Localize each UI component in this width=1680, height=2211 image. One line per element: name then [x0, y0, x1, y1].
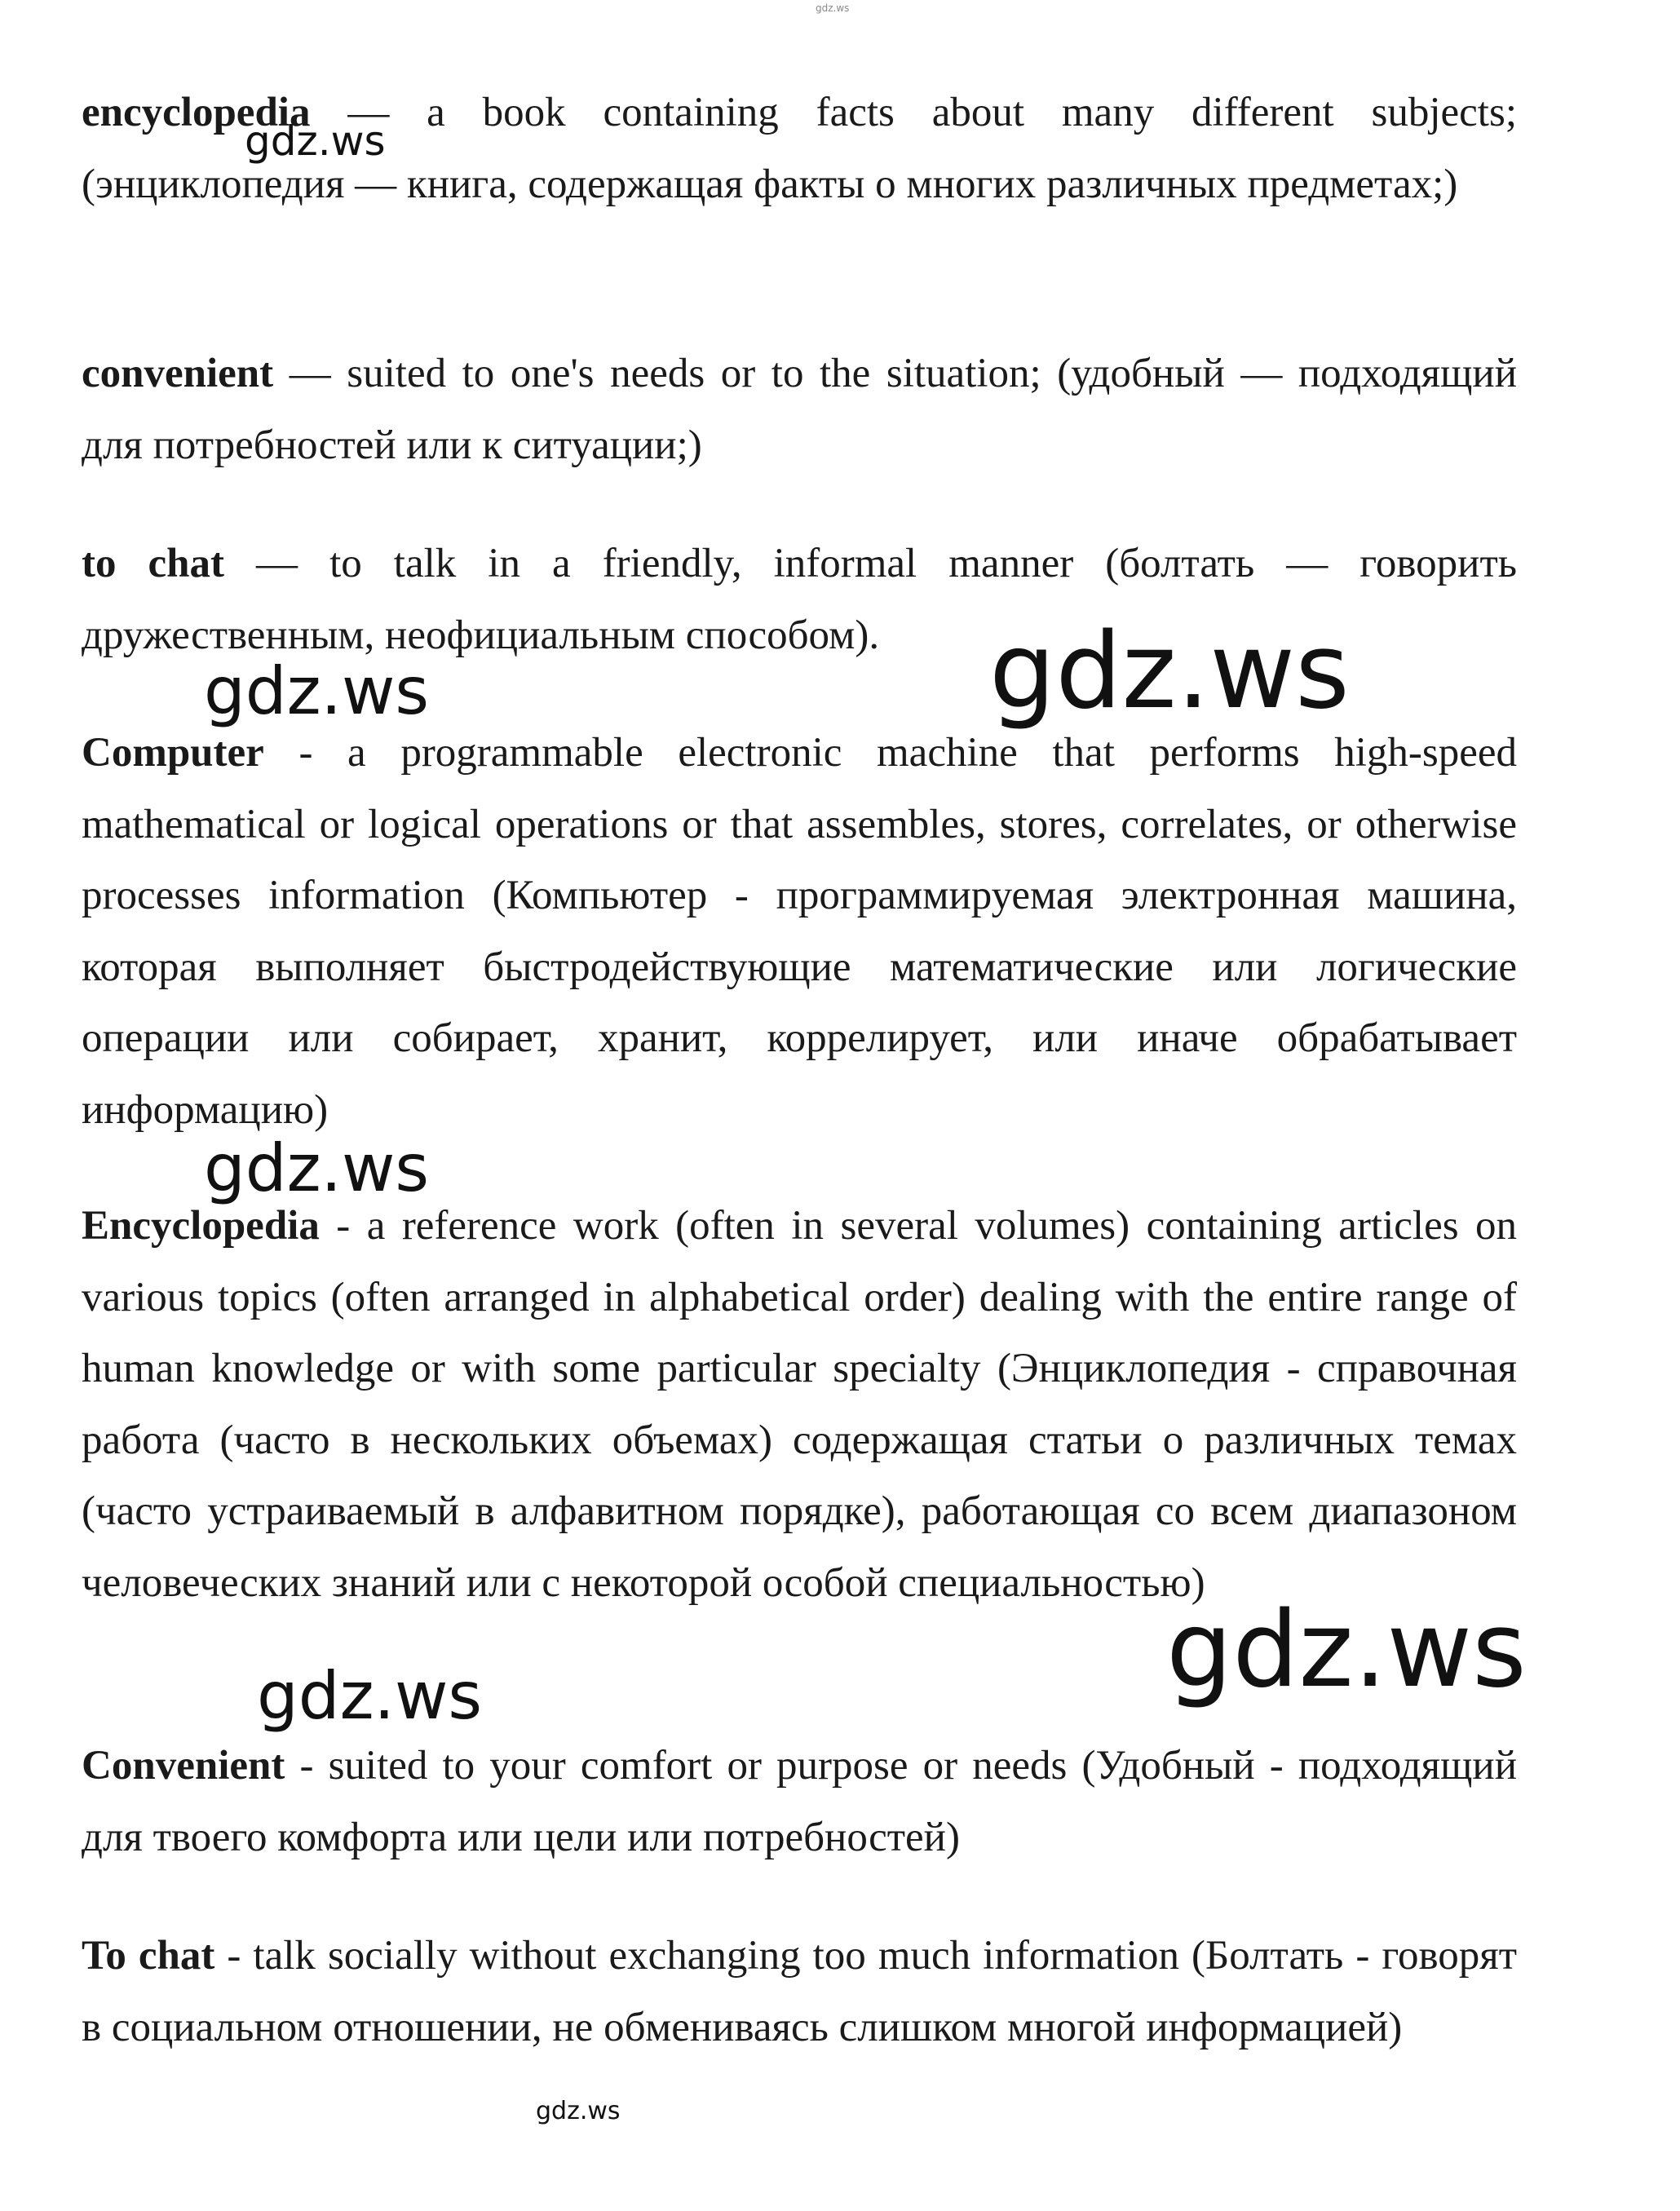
watermark: gdz.ws — [257, 1658, 483, 1734]
watermark: gdz.ws — [245, 117, 386, 165]
entry-term: Computer — [82, 730, 264, 776]
watermark-bottom-small: gdz.ws — [536, 2097, 621, 2125]
watermark: gdz.ws — [989, 611, 1350, 732]
entry-definition: - a reference work (often in several volumes) containing articles on various topics (often arranged in alphabetical order) dealing with the entire range of human knowledge or with some particular specialty (Энциклопедия - справочная работа (часто в нескольких объемах) содержащая статьи о различных темах (часто устраиваемый в алфавитном порядке), работающая со всем диапазоном человеческих знаний или с некоторой особой специальностью) — [82, 1203, 1517, 1606]
entry-definition: - talk socially without exchanging too much information (Болтать - говорят в социальном отношении, не обмениваясь слишком многой информацией) — [82, 1933, 1517, 2050]
glossary-entry-computer — [82, 718, 1517, 1146]
entry-term: Encyclopedia — [82, 1203, 320, 1249]
entry-definition: - a programmable electronic machine that performs high-speed mathematical or logical operations or that assembles, stores, correlates, or otherwise processes information (Компьютер - программируемая электронная машина, которая выполняет быстродействующие математические или логические операции или собирает, хранит, коррелирует, или иначе обрабатывает информацию) — [82, 730, 1517, 1133]
watermark: gdz.ws — [1166, 1590, 1527, 1711]
glossary-entry-encyclopedia-2 — [82, 1191, 1517, 1619]
entry-definition: — to talk in a friendly, informal manner (болтать — говорить дружественным, неофициальным способом). — [82, 541, 1517, 658]
watermark: gdz.ws — [204, 1130, 430, 1206]
glossary-entry-convenient-2 — [82, 1731, 1517, 1873]
entry-term: Convenient — [82, 1743, 285, 1789]
entry-term: encyclopedia — [82, 90, 311, 135]
entry-term: To chat — [82, 1933, 215, 1979]
entry-term: to chat — [82, 541, 225, 586]
glossary-entry-convenient — [82, 338, 1517, 481]
entry-term: convenient — [82, 351, 274, 396]
entry-definition: — a book containing facts about many different subjects; (энциклопедия — книга, содержащая факты о многих различных предметах;) — [82, 90, 1517, 207]
watermark: gdz.ws — [204, 653, 430, 729]
entry-definition: - suited to your comfort or purpose or needs (Удобный - подходящий для твоего комфорта или цели или потребностей) — [82, 1743, 1517, 1860]
glossary-entry-to-chat-2 — [82, 1921, 1517, 2063]
watermark-top-tiny: gdz.ws — [816, 2, 850, 14]
entry-definition: — suited to one's needs or to the situation; (удобный — подходящий для потребностей или к ситуации;) — [82, 351, 1517, 468]
